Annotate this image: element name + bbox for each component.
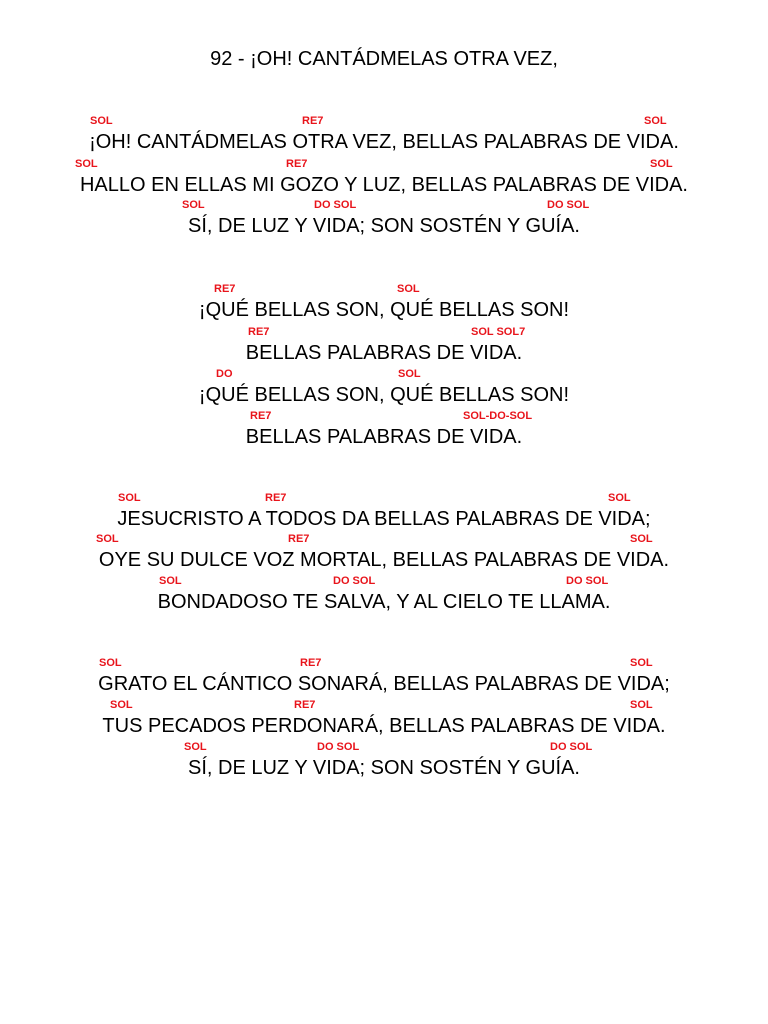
chord-label: SOL bbox=[630, 533, 653, 545]
lyric-text: JESUCRISTO A TODOS DA BELLAS PALABRAS DE VIDA; bbox=[117, 508, 651, 530]
chord-label: SOL bbox=[630, 699, 653, 711]
chord-label: RE7 bbox=[248, 326, 270, 338]
lyric-text: OYE SU DULCE VOZ MORTAL, BELLAS PALABRAS DE VIDA. bbox=[98, 549, 670, 571]
lyric-line bbox=[0, 115, 768, 157]
chord-label: SOL SOL7 bbox=[471, 326, 526, 338]
lyric-text: TUS PECADOS PERDONARÁ, BELLAS PALABRAS DE VIDA. bbox=[102, 715, 666, 737]
chord-label: RE7 bbox=[300, 657, 322, 669]
lyric-text: HALLO EN ELLAS MI GOZO Y LUZ, BELLAS PALABRAS DE VIDA. bbox=[79, 174, 688, 196]
lyric-line bbox=[0, 199, 768, 241]
chord-label: SOL bbox=[650, 158, 673, 170]
lyric-line bbox=[0, 410, 768, 452]
lyric-text: GRATO EL CÁNTICO SONARÁ, BELLAS PALABRAS DE VIDA; bbox=[98, 673, 670, 695]
chord-label: SOL bbox=[110, 699, 133, 711]
chord-label: SOL bbox=[608, 492, 631, 504]
lyric-line bbox=[0, 283, 768, 325]
chord-label: SOL bbox=[96, 533, 119, 545]
lyric-text: ¡OH! CANTÁDMELAS OTRA VEZ, BELLAS PALABRAS DE VIDA. bbox=[89, 131, 679, 153]
chord-label: RE7 bbox=[294, 699, 316, 711]
lyric-text: ¡QUÉ BELLAS SON, QUÉ BELLAS SON! bbox=[198, 384, 570, 406]
chord-label: RE7 bbox=[214, 283, 236, 295]
chord-label: SOL bbox=[182, 199, 205, 211]
chord-label: RE7 bbox=[265, 492, 287, 504]
chord-label: SOL bbox=[398, 368, 421, 380]
chord-label: DO SOL bbox=[547, 199, 590, 211]
lyric-line bbox=[0, 741, 768, 783]
lyric-line bbox=[0, 657, 768, 699]
lyric-text: BONDADOSO TE SALVA, Y AL CIELO TE LLAMA. bbox=[157, 591, 611, 613]
chord-label: SOL bbox=[184, 741, 207, 753]
chord-label: RE7 bbox=[286, 158, 308, 170]
lyric-line bbox=[0, 492, 768, 534]
lyric-line bbox=[0, 158, 768, 200]
lyric-text: BELLAS PALABRAS DE VIDA. bbox=[245, 426, 523, 448]
song-title: 92 - ¡OH! CANTÁDMELAS OTRA VEZ, bbox=[210, 48, 558, 70]
chord-label: RE7 bbox=[250, 410, 272, 422]
chord-label: SOL bbox=[159, 575, 182, 587]
chord-label: SOL-DO-SOL bbox=[463, 410, 533, 422]
lyric-text: SÍ, DE LUZ Y VIDA; SON SOSTÉN Y GUÍA. bbox=[188, 757, 580, 779]
chord-label: RE7 bbox=[288, 533, 310, 545]
chord-label: DO SOL bbox=[314, 199, 357, 211]
chord-label: SOL bbox=[118, 492, 141, 504]
chord-label: DO SOL bbox=[333, 575, 376, 587]
chord-label: SOL bbox=[75, 158, 98, 170]
lyric-text: BELLAS PALABRAS DE VIDA. bbox=[245, 342, 523, 364]
chord-label: DO SOL bbox=[317, 741, 360, 753]
lyric-text: ¡QUÉ BELLAS SON, QUÉ BELLAS SON! bbox=[198, 299, 570, 321]
lyric-line bbox=[0, 533, 768, 575]
chord-label: SOL bbox=[90, 115, 113, 127]
lyric-line bbox=[0, 368, 768, 410]
chord-label: SOL bbox=[99, 657, 122, 669]
lyric-line bbox=[0, 699, 768, 741]
chord-label: SOL bbox=[644, 115, 667, 127]
lyric-line bbox=[0, 575, 768, 617]
chord-label: DO bbox=[216, 368, 233, 380]
chord-label: SOL bbox=[630, 657, 653, 669]
chord-label: SOL bbox=[397, 283, 420, 295]
chord-label: RE7 bbox=[302, 115, 324, 127]
lyric-text: SÍ, DE LUZ Y VIDA; SON SOSTÉN Y GUÍA. bbox=[188, 215, 580, 237]
chord-label: DO SOL bbox=[566, 575, 609, 587]
lyric-line bbox=[0, 326, 768, 368]
chord-label: DO SOL bbox=[550, 741, 593, 753]
